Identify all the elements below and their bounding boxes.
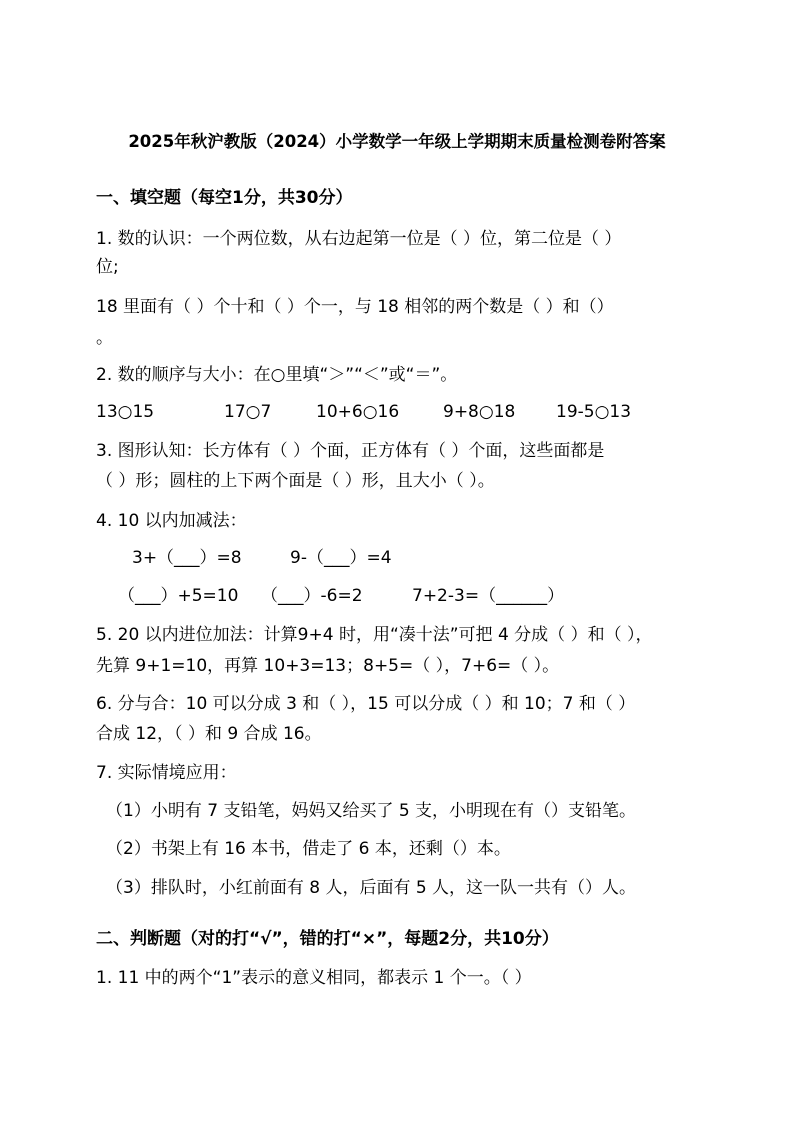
q7-line-1: 7. 实际情境应用： bbox=[96, 763, 237, 783]
q2-line-1: 2. 数的顺序与大小：在○里填“＞”“＜”或“＝”。 bbox=[96, 365, 458, 385]
q4-line-1: 4. 10 以内加减法： bbox=[96, 511, 247, 531]
page-title: 2025年秋沪教版（2024）小学数学一年级上学期期末质量检测卷附答案 bbox=[128, 132, 666, 151]
q5-line-1: 5. 20 以内进位加法：计算9+4 时，用“凑十法”可把 4 分成（ ）和（ ）， bbox=[96, 625, 653, 645]
q3-line-2: （ ）形；圆柱的上下两个面是（ ）形，且大小（ ）。 bbox=[96, 471, 495, 491]
q4-item: 3+（___）=8 bbox=[132, 548, 242, 568]
section-2-heading: 二、判断题（对的打“√”，错的打“×”，每题2分，共10分） bbox=[96, 929, 559, 949]
q1-line-4: 。 bbox=[96, 328, 113, 348]
q2-item: 10+6○16 bbox=[316, 402, 400, 422]
q2-item: 19-5○13 bbox=[556, 402, 632, 422]
q2-items-row bbox=[96, 401, 696, 423]
q7-sub-2: （2）书架上有 16 本书，借走了 6 本，还剩（）本。 bbox=[106, 839, 511, 859]
q7-sub-3: （3）排队时，小红前面有 8 人，后面有 5 人，这一队一共有（）人。 bbox=[106, 878, 637, 898]
q5-line-2: 先算 9+1=10，再算 10+3=13；8+5=（ ），7+6=（ ）。 bbox=[96, 656, 560, 676]
q2-item: 17○7 bbox=[224, 402, 272, 422]
q4-item: 7+2-3=（______） bbox=[412, 586, 565, 606]
q2-item: 13○15 bbox=[96, 402, 155, 422]
q3-line-1: 3. 图形认知：长方体有（ ）个面，正方体有（ ）个面，这些面都是 bbox=[96, 441, 605, 461]
q2-item: 9+8○18 bbox=[443, 402, 516, 422]
q4-row-1 bbox=[132, 547, 532, 569]
q6-line-1: 6. 分与合：10 可以分成 3 和（ ），15 可以分成（ ）和 10；7 和（ ） bbox=[96, 694, 636, 714]
q7-sub-1: （1）小明有 7 支铅笔，妈妈又给买了 5 支，小明现在有（）支铅笔。 bbox=[106, 801, 637, 821]
judge-q1: 1. 11 中的两个“1”表示的意义相同，都表示 1 个一。（ ） bbox=[96, 968, 532, 988]
section-1-heading: 一、填空题（每空1分，共30分） bbox=[96, 188, 353, 208]
q1-line-1: 1. 数的认识：一个两位数，从右边起第一位是（ ）位，第二位是（ ） bbox=[96, 229, 622, 249]
q4-row-2 bbox=[118, 585, 598, 607]
q6-line-2: 合成 12，（ ）和 9 合成 16。 bbox=[96, 724, 322, 744]
q4-item: 9-（___）=4 bbox=[290, 548, 392, 568]
q1-line-3: 18 里面有（ ）个十和（ ）个一，与 18 相邻的两个数是（ ）和（） bbox=[96, 297, 614, 317]
q4-item: （___）-6=2 bbox=[261, 586, 363, 606]
q1-line-2: 位; bbox=[96, 257, 119, 277]
q4-item: （___）+5=10 bbox=[118, 586, 239, 606]
